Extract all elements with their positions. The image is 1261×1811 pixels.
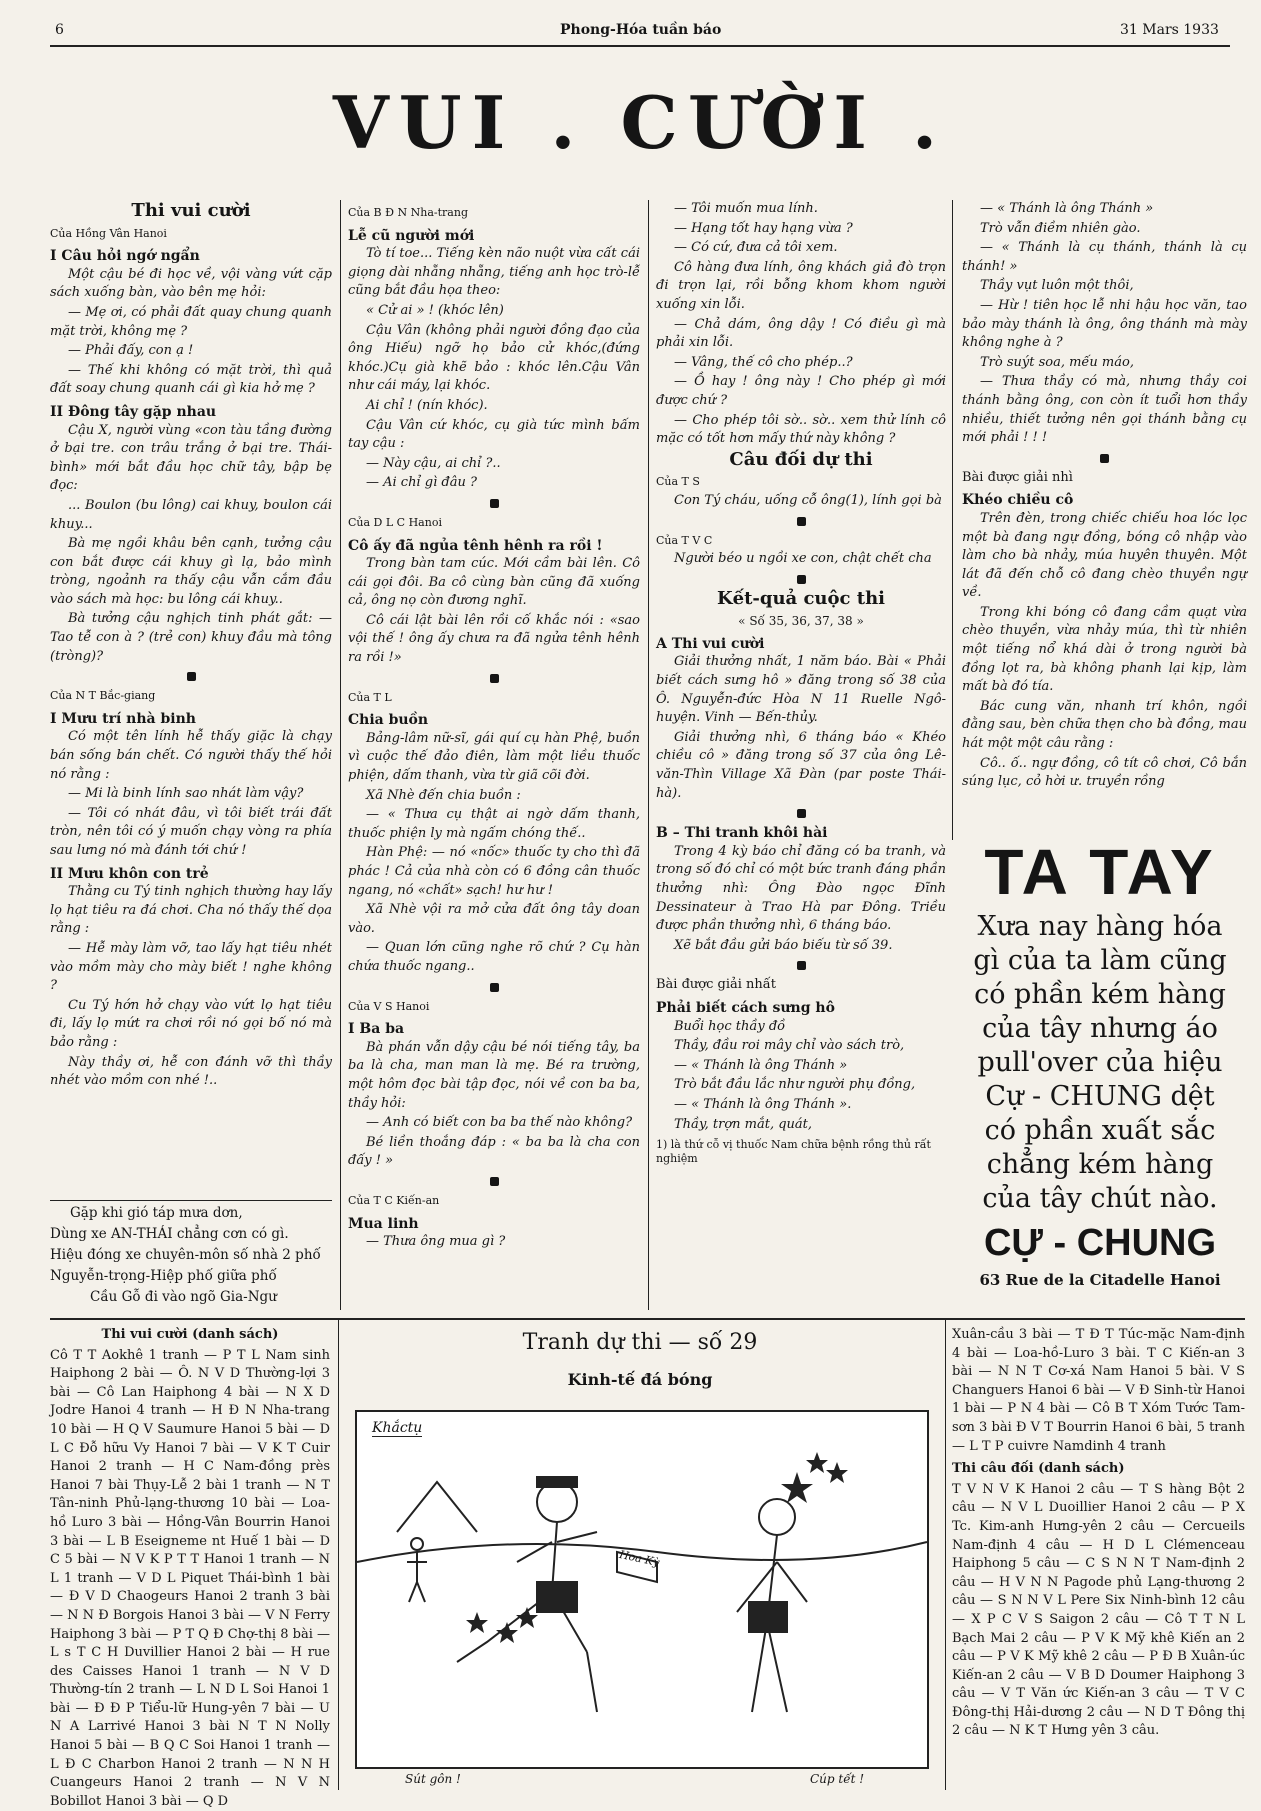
paragraph: Bà mẹ ngồi khâu bên cạnh, tưởng cậu con bắt được cái khuy gì lạ, bảo mình tròng, ngoảnh ra thấy cậu vẫn cắm đầu vào sách mà học: bu lông cái khuy.. <box>50 536 332 607</box>
separator-ornament <box>490 983 499 992</box>
paragraph: — Vâng, thế cô cho phép..? <box>674 354 853 370</box>
paragraph: Buổi học thầy đồ <box>674 1018 786 1034</box>
paragraph: Trò suýt soa, mếu máo, <box>980 354 1134 370</box>
paragraph: — Hễ mày làm vỡ, tao lấy hạt tiêu nhét vào mồm mày cho mày biết ! nghe không ? <box>50 940 332 994</box>
separator-ornament <box>490 674 499 683</box>
issue-date: 31 Mars 1933 <box>1120 22 1219 38</box>
paragraph: Trong khi bóng cô đang cầm quạt vừa chèo thuyền, vừa nhảy múa, thì từ nhiên một tiếng nổ khá dài ở trong người bà đồng lọt ra, bà không phanh lại kịp, làm mất bà đó tía. <box>962 604 1247 695</box>
paragraph: ... Boulon (bu lông) cai khuy, boulon cái khuy... <box>50 497 332 532</box>
paragraph: — Tôi muốn mua lính. <box>674 201 818 216</box>
advert-line: Xưa nay hàng hóa <box>977 911 1223 942</box>
paragraph: — Chả dám, ông dậy ! Có điều gì mà phải xin lỗi. <box>656 316 946 351</box>
cu-chung-advert <box>955 836 1245 1320</box>
advert-line: Hiệu đóng xe chuyên-môn số nhà 2 phố <box>50 1247 321 1263</box>
paragraph: Bảng-lâm nữ-sĩ, gái quí cụ hàn Phệ, buồn vì cuộc thế đảo điên, làm một liều thuốc phiện, dấm thanh, vừa từ giã cõi đời. <box>348 730 640 784</box>
cartoonist-signature: Khắctụ <box>372 1420 423 1436</box>
issue-numbers: « Số 35, 36, 37, 38 » <box>738 614 864 629</box>
paragraph: — Mẹ ơi, có phải đất quay chung quanh mặt trời, không mẹ ? <box>50 304 332 339</box>
paragraph: — Anh có biết con ba ba thế nào không? <box>366 1115 633 1131</box>
cartoon-heading: Tranh dự thi — số 29 <box>522 1330 758 1355</box>
story-title: A Thi vui cười <box>656 635 765 652</box>
paragraph: Trò vẫn điềm nhiên gào. <box>980 220 1141 236</box>
paragraph: Bà phán vẫn dậy cậu bé nói tiếng tây, ba ba là cha, man man là mẹ. Bé ra trường, một hôm đọc bài tập đọc, nói về con ba ba, thầy hỏi: <box>348 1039 640 1111</box>
story-title: Bài được giải nhất <box>656 977 776 993</box>
cartoon-frame <box>355 1410 929 1769</box>
story-title: I Ba ba <box>348 1021 405 1038</box>
paragraph: Bà tưởng cậu nghịch tinh phát gắt: — Tao tễ con à ? (trẻ con) khuy đầu mà tông (tròng)? <box>50 611 332 664</box>
paragraph: Tò tí toe... Tiếng kèn não nuột vừa cất cái giọng dài nhẵng nhẵng, tiếng anh học trò-lễ cũng bắt đầu họa theo: <box>348 246 640 299</box>
paragraph: « Cử ai » ! (khóc lên) <box>366 302 504 318</box>
advert-line: pull'over của hiệu <box>977 1047 1223 1078</box>
paragraph: — Ồ hay ! ông này ! Cho phép gì mới được chứ ? <box>656 374 946 408</box>
story-title: Phải biết cách sưng hô <box>656 999 835 1016</box>
paragraph: Thầy vụt luôn một thôi, <box>980 278 1134 294</box>
story-title: Cô ấy đã ngủa tênh hênh ra rồi ! <box>348 537 603 554</box>
paragraph: Này thầy ơi, hễ con đánh vỡ thì thầy nhét vào mồm con nhé !.. <box>50 1054 332 1089</box>
flag-label: Hoa Kỳ <box>618 1547 661 1570</box>
paragraph: Xẽ bắt đầu gửi báo biếu từ số 39. <box>674 937 893 953</box>
cartoon-caption-right: Cúp tết ! <box>810 1772 865 1786</box>
paragraph: — Quan lớn cũng nghe rõ chứ ? Cụ hàn chứa thuốc ngang.. <box>348 940 640 974</box>
paragraph: — Này cậu, ai chỉ ?.. <box>366 455 501 471</box>
paragraph: Xã Nhè đến chia buồn : <box>366 787 521 803</box>
story-title: II Mưu khôn con trẻ <box>50 865 209 882</box>
paragraph: Một cậu bé đi học về, vội vàng vứt cặp sách xuống bàn, vào bên mẹ hỏi: <box>50 266 332 301</box>
paragraph: — Hạng tốt hay hạng vừa ? <box>674 220 853 236</box>
author-line: Của T S <box>656 475 700 489</box>
paragraph: — Thế khi không có mặt trời, thì quả đất soay chung quanh cái gì kia hở mẹ ? <box>50 362 332 397</box>
list-text: Xuân-cầu 3 bài — T Đ T Túc-mặc Nam-định 4 bài — Loa-hồ-Luro 3 bài. T C Kiến-an 3 bài — N N T Cơ-xá Nam Hanoi 5 bài. V S Changuers Hanoi 6 bài — V Đ Sinh-từ Hanoi 1 bài — P N 4 bài — Cô B T Xóm Tước Tam-sơn 3 bài Đ V T Bourrin Hanoi 6 bài, 5 tranh — L T P cuivre Namdinh 4 tranh <box>952 1327 1245 1454</box>
column-rule <box>648 200 649 1310</box>
paragraph: Trong bàn tam cúc. Mới cầm bài lên. Cô cái gọi đôi. Ba cô cùng bàn cũng đã xuống cả, ông nọ còn đương nghĩ. <box>348 556 640 609</box>
section-heading: Câu đối dự thi <box>729 448 873 470</box>
paragraph: Ai chỉ ! (nín khóc). <box>366 397 488 413</box>
list-text: Cô T T Aokhê 1 tranh — P T L Nam sinh Haiphong 2 bài — Ô. N V D Thường-lợi 3 bài — Cô Lan Haiphong 4 bài — N X D Jodre Hanoi 4 tranh — H Đ N Nha-trang 10 bài — H Q V Saumure Hanoi 5 bài — D L C Đỗ hữu Vy Hanoi 7 bài — V K T Cuir Hanoi 2 tranh — H C Nam-đồng près Hanoi 7 bài Thụy-Lễ 2 bài 1 tranh — N T Tân-ninh Phủ-lạng-thương 10 bài — Loa-hồ Luro 3 bài — Hồng-Vân Bourrin Hanoi 3 bài — L B Eseigneme nt Huế 1 bài — D C 5 bài — N V K P T T Hanoi 1 tranh — N L 1 tranh — V D L Piquet Thái-bình 1 bài — Đ V D Chaogeurs Hanoi 2 tranh 3 bài — N N Đ Borgois Hanoi 3 bài — V N Ferry Haiphong 3 bài — P T Q Đ Chợ-thị 8 bài — L s T C H Duvillier Hanoi 2 bài — H rue des Caisses Hanoi 1 tranh — N V D Thường-tín 2 tranh — L N D L Soi Hanoi 1 bài — Đ Đ P Tiểu-lữ Hung-yên 7 bài — U N A Larrivé Hanoi 3 bài N T N Nolly Hanoi 5 bài — B Q C Soi Hanoi 1 tranh — L Đ C Charbon Hanoi 2 tranh — N N H Cuangeurs Hanoi 2 tranh — N V N Bobillot Hanoi 3 bài — Q D <box>50 1347 330 1809</box>
paragraph: — « Thánh là ông Thánh » <box>980 201 1154 216</box>
paragraph: Cậu Vân (không phải người đồng đạo của ông Hiếu) ngỡ họ bảo cử khóc,(đứng khóc.)Cụ già khẽ bảo : khóc lên.Cậu Vân như cái máy, lại khóc. <box>348 322 640 394</box>
author-line: Của D L C Hanoi <box>348 515 442 529</box>
author-line: Của V S Hanoi <box>348 999 430 1013</box>
column-rule <box>338 1320 339 1790</box>
author-line: Của T L <box>348 690 392 704</box>
advert-line: Nguyễn-trọng-Hiệp phố giữa phố <box>50 1268 277 1284</box>
paragraph: — « Thánh là cụ thánh, thánh là cụ thánh! » <box>962 240 1247 274</box>
paragraph: — Có cứ, đưa cả tôi xem. <box>674 240 838 256</box>
advert-line: Cự - CHUNG dệt <box>985 1081 1215 1112</box>
author-line: Của B Đ N Nha-trang <box>348 206 468 219</box>
story-title: I Mưu trí nhà binh <box>50 710 196 727</box>
story-title: Lễ cũ người mới <box>348 227 475 244</box>
column-rule <box>945 1320 946 1790</box>
an-thai-advert <box>50 1200 332 1310</box>
paragraph: Hàn Phệ: — nó «nốc» thuốc ty cho thì đã phác ! Cả của nhà còn có 6 đồng cân thuốc ngang, nó «chất» sạch! hư hư ! <box>348 845 640 898</box>
football-cartoon-illustration <box>357 1412 927 1767</box>
story-title: Chia buồn <box>348 712 429 729</box>
paper-name: Phong-Hóa tuần báo <box>560 22 722 38</box>
paragraph: Trò bắt đầu lắc như người phụ đồng, <box>674 1077 916 1093</box>
advert-brand: CỰ - CHUNG <box>983 1222 1217 1264</box>
paragraph: Trên đèn, trong chiếc chiếu hoa lóc lọc một bà đang ngự đồng, bóng cô nhập vào làm cho bà nhảy, múa huyên thuyên. Một lát đã đến chỗ cô đang chèo thuyền ngự về. <box>962 510 1247 601</box>
story-title: Khéo chiều cô <box>962 492 1074 509</box>
separator-ornament <box>797 809 806 818</box>
paragraph: Giải thưởng nhất, 1 năm báo. Bài « Phải biết cách sưng hô » đăng trong số 38 của Ô. Nguyễn-đức Hòa N 11 Ruelle Ngô-huyện. Vinh — Bến-thủy. <box>656 654 946 726</box>
cartoon-caption-left: Sút gôn ! <box>405 1772 461 1786</box>
paragraph: — Thưa ông mua gì ? <box>366 1234 506 1250</box>
list-heading: Thi vui cười (danh sách) <box>101 1327 279 1342</box>
author-line: Của Hồng Vân Hanoi <box>50 226 167 240</box>
paragraph: Cô.. ố.. ngự đồng, cô tít cô chơi, Cô bắn súng lục, cỏ hời ư. truyền rồng <box>962 755 1247 790</box>
advert-address: 63 Rue de la Citadelle Hanoi <box>979 1271 1221 1289</box>
advert-line: có phần kém hàng <box>974 979 1226 1010</box>
paragraph: Người béo u ngồi xe con, chật chết cha <box>674 551 932 567</box>
section-heading: Kết-quả cuộc thi <box>716 587 885 609</box>
paragraph: Cô cái lật bài lên rồi cố khắc nói : «sao vội thế ! ông ấy chưa ra đã ngửa tênh hênh ra rồi !» <box>348 612 640 666</box>
column-2 <box>348 200 640 1310</box>
paragraph: Cô hàng đưa lính, ông khách giả đò trọn đi trọn lại, rồi bỗng khom khom người xuống xin lỗi. <box>656 259 946 312</box>
paragraph: — Phải đấy, con ạ ! <box>68 343 194 359</box>
advert-headline: TA TAY <box>984 836 1216 908</box>
paragraph: — Tôi có nhát đâu, vì tôi biết trái đất tròn, nên tôi có ý muốn chạy vòng ra phía sau lưng nó mà đánh tới chứ ! <box>50 805 332 858</box>
page-number: 6 <box>55 22 64 38</box>
author-line: Của N T Bắc-giang <box>50 689 156 703</box>
separator-ornament <box>187 672 196 681</box>
paragraph: Xã Nhè vội ra mở cửa đất ông tây doan vào. <box>348 902 640 936</box>
paragraph: Cậu Vân cứ khóc, cụ già tức mình bấm tay cậu : <box>348 417 640 452</box>
footnote: 1) là thứ cỗ vị thuốc Nam chữa bệnh rồng thủ rất nghiệm <box>656 1138 931 1166</box>
section-rule <box>50 1318 1245 1320</box>
paragraph: Trong 4 kỳ báo chỉ đăng có ba tranh, và trong số đó chỉ có một bức tranh đáng phần thưởng nhì: Ông Đào ngọc Đĩnh Dessinateur à Trao Hà par Đông. Triều được phần thưởng nhì, 6 tháng báo. <box>656 843 946 934</box>
header-rule <box>50 45 1230 47</box>
paragraph: — « Thưa cụ thật ai ngờ dấm thanh, thuốc phiện ly mà ngấm chóng thế.. <box>348 807 640 841</box>
advert-line: gì của ta làm cũng <box>973 945 1227 976</box>
paragraph: Giải thưởng nhì, 6 tháng báo « Khéo chiều cô » đăng trong số 37 của ông Lê-văn-Thìn Village Xã Đàn (par poste Thái-hà). <box>656 729 946 801</box>
column-1 <box>50 200 332 1310</box>
list-text: T V N V K Hanoi 2 câu — T S hàng Bột 2 câu — N V L Duoillier Hanoi 2 câu — P X Tc. Kim-anh Hưng-yên 2 câu — Cercueils Nam-định 4 câu — H D L Clémenceau Haiphong 5 câu — C S N N T Nam-định 2 câu — H V N N Pagode phủ Lạng-thương 2 câu — S N N V L Pere Six Ninh-bình 12 câu — X P C V S Saigon 2 câu — Cô T T N L Bạch Mai 2 câu — P V K Mỹ khê Kiến an 2 câu — P V K Mỹ khê 2 câu — P Đ B Xuân-úc Kiến-an 2 câu — V B D Doumer Haiphong 3 câu — V T Văn ức Kiến-an 3 câu — T V C Đông-thị Hải-dương 2 câu — N D T Đông thị 2 câu — N K T Hưng yên 3 câu. <box>952 1481 1245 1739</box>
story-title: Mua linh <box>348 1215 419 1232</box>
column-3 <box>656 200 946 1310</box>
paragraph: — Hừ ! tiên học lễ nhi hậu học văn, tao bảo mày thánh là ông, ông thánh mà mày không nghe à ? <box>962 297 1247 351</box>
column-rule <box>952 200 953 840</box>
advert-line: Cầu Gỗ đi vào ngõ Gia-Ngư <box>90 1289 277 1305</box>
advert-line: chẳng kém hàng <box>986 1149 1214 1180</box>
paragraph: Cậu X, người vùng «con tàu tầng đường ở bại tre. con trâu trắng ở bại tre. Thái-bình» mới bắt đầu học chữ tây, bập bẹ đọc: <box>50 422 332 494</box>
list-heading: Thi câu đối (danh sách) <box>952 1461 1125 1477</box>
separator-ornament <box>797 575 806 584</box>
advert-line: Dùng xe AN-THÁI chẳng cơn có gì. <box>50 1226 289 1242</box>
story-title: Bài được giải nhì <box>962 469 1073 485</box>
cartoon-subheading: Kinh-tế đá bóng <box>567 1370 713 1389</box>
paragraph: — Cho phép tôi sờ.. sờ.. xem thử lính cô mặc có tốt hơn mấy thứ này không ? <box>656 412 946 447</box>
story-title: I Câu hỏi ngớ ngẩn <box>50 248 200 265</box>
advert-line: có phần xuất sắc <box>984 1115 1216 1146</box>
paragraph: Con Tý cháu, uống cỗ ông(1), lính gọi bà <box>674 492 942 508</box>
author-line: Của T V C <box>656 533 713 547</box>
separator-ornament <box>490 1177 499 1186</box>
advert-line: của tây nhưng áo <box>982 1013 1218 1044</box>
paragraph: Cu Tý hớn hở chạy vào vứt lọ hạt tiêu đi, lấy lọ mứt ra chơi rồi nó gọi bố nó mà bảo rằng : <box>50 997 332 1050</box>
paragraph: Thầy, đầu roi mây chỉ vào sách trò, <box>674 1038 905 1054</box>
paragraph: — Thưa thầy có mà, nhưng thầy coi thánh bằng ông, con còn ít tuổi hơn thầy nhiều, thiết tưởng nên gọi thánh bằng cụ mới phải ! ! ! <box>962 374 1247 446</box>
author-line: Của T C Kiến-an <box>348 1193 440 1207</box>
contest-list-right <box>952 1326 1245 1796</box>
story-title: II Đông tây gặp nhau <box>50 403 217 420</box>
column-4 <box>962 200 1247 835</box>
paragraph: — « Thánh là ông Thánh ». <box>674 1096 852 1112</box>
advert-line: của tây chút nào. <box>982 1183 1218 1214</box>
separator-ornament <box>797 517 806 526</box>
contest-list-left <box>50 1326 330 1809</box>
column-rule <box>340 200 341 1310</box>
paragraph: — « Thánh là ông Thánh » <box>674 1057 848 1073</box>
paragraph: Bé liền thoắng đáp : « ba ba là cha con đấy ! » <box>348 1134 640 1169</box>
separator-ornament <box>797 961 806 970</box>
paragraph: Thầy, trợn mắt, quát, <box>674 1116 813 1132</box>
section-heading: Thi vui cười <box>131 200 251 221</box>
separator-ornament <box>490 499 499 508</box>
story-title: B – Thi tranh khôi hài <box>656 825 828 842</box>
paragraph: Có một tên lính hễ thấy giặc là chạy bán sống bán chết. Có người thấy thế hỏi nó rằng : <box>50 729 332 782</box>
paragraph: Bác cung văn, nhanh trí khôn, ngồi đằng sau, bèn chữa thẹn cho bà đồng, mau hát một một câu rằng : <box>962 698 1247 752</box>
separator-ornament <box>1100 454 1109 463</box>
paragraph: — Mi là binh lính sao nhát làm vậy? <box>68 786 304 802</box>
paragraph: — Ai chỉ gì đâu ? <box>366 475 477 491</box>
page-title: VUI . CƯỜI . <box>332 80 948 165</box>
advert-line: Gặp khi gió táp mưa dơn, <box>70 1205 243 1221</box>
paragraph: Thằng cu Tý tinh nghịch thường hay lấy lọ hạt tiêu ra đá chơi. Cha nó thấy thế dọa rằng : <box>50 884 332 937</box>
